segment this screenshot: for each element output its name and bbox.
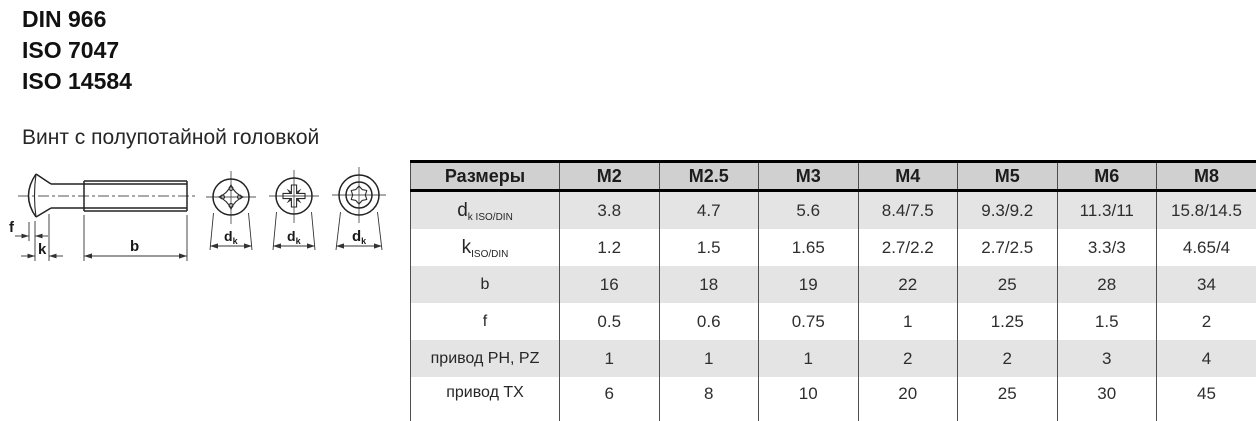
- table-cell: 11.3/11: [1057, 191, 1157, 230]
- table-cell: 1: [659, 340, 759, 377]
- table-cell: 6: [560, 377, 660, 421]
- table-cell: 25: [958, 266, 1058, 303]
- table-cell: 2.7/2.5: [958, 229, 1058, 266]
- row-label: [411, 229, 560, 266]
- phillips-head-view: [206, 171, 256, 250]
- table-cell: 15.8/14.5: [1157, 191, 1256, 230]
- dimensions-table: [410, 160, 1256, 421]
- screw-side-view: [9, 174, 196, 261]
- table-cell: 1: [560, 340, 660, 377]
- pozidriv-head-view: [269, 170, 319, 250]
- row-label-main: b: [480, 275, 490, 293]
- table-cell: 8.4/7.5: [858, 191, 958, 230]
- svg-text:dk: $d_k$: [224, 228, 238, 246]
- row-label-main: k: [461, 236, 472, 258]
- label-f: f: [9, 219, 14, 236]
- table-row: [411, 229, 1256, 266]
- table-cell: 2: [1157, 303, 1256, 340]
- row-label: [411, 266, 560, 303]
- row-label: [411, 377, 560, 421]
- table-row: [411, 340, 1256, 377]
- column-header: M6: [1057, 162, 1157, 191]
- column-header: M2: [560, 162, 660, 191]
- table-cell: 3: [1057, 340, 1157, 377]
- table-row: [411, 303, 1256, 340]
- table-cell: 22: [858, 266, 958, 303]
- table-cell: 1: [858, 303, 958, 340]
- svg-text:dk: $d_k$: [352, 228, 367, 246]
- row-label-main: привод TX: [446, 384, 524, 401]
- table-row: [411, 377, 1256, 421]
- table-cell: 5.6: [759, 191, 859, 230]
- table-cell: 2.7/2.2: [858, 229, 958, 266]
- dimension-f: [9, 219, 48, 238]
- standards-block: [22, 4, 132, 97]
- row-label-main: привод PH, PZ: [430, 349, 540, 367]
- table-cell: 1.25: [958, 303, 1058, 340]
- technical-drawing: [0, 158, 410, 298]
- standard-din: DIN 966: [22, 6, 107, 32]
- row-label-subscript: k ISO/DIN: [467, 211, 513, 223]
- table-cell: 10: [759, 377, 859, 421]
- table-cell: 16: [560, 266, 660, 303]
- row-label-main: f: [482, 312, 488, 330]
- table-cell: 25: [958, 377, 1058, 421]
- column-header: M2.5: [659, 162, 759, 191]
- dimension-b: [84, 238, 187, 259]
- label-b: b: [130, 238, 140, 255]
- table-cell: 19: [759, 266, 859, 303]
- svg-text:dk: $d_k$: [287, 228, 301, 246]
- column-header-sizes: Размеры: [411, 162, 560, 191]
- label-dk: d: [352, 228, 362, 245]
- table-cell: 34: [1157, 266, 1256, 303]
- table-cell: 3.3/3: [1057, 229, 1157, 266]
- label-dk: d: [287, 228, 296, 244]
- table-cell: 9.3/9.2: [958, 191, 1058, 230]
- table-cell: 4.65/4: [1157, 229, 1256, 266]
- table-cell: 1.5: [659, 229, 759, 266]
- table-cell: 1.2: [560, 229, 660, 266]
- column-header: M3: [759, 162, 859, 191]
- table-cell: 3.8: [560, 191, 660, 230]
- table-cell: 4.7: [659, 191, 759, 230]
- torx-head-view: [332, 167, 386, 250]
- table-cell: 1.65: [759, 229, 859, 266]
- table-row: [411, 266, 1256, 303]
- table-body: [411, 191, 1256, 421]
- table-cell: 2: [958, 340, 1058, 377]
- column-header: M8: [1157, 162, 1256, 191]
- table-cell: 1.5: [1057, 303, 1157, 340]
- table-cell: 20: [858, 377, 958, 421]
- column-header: M4: [858, 162, 958, 191]
- table-cell: 0.5: [560, 303, 660, 340]
- product-title: Винт с полупотайной головкой: [22, 126, 320, 149]
- dimension-k: [21, 241, 63, 258]
- row-label: [411, 340, 560, 377]
- row-label-subscript: ISO/DIN: [471, 248, 509, 260]
- head-dome-chord: [35, 174, 37, 217]
- table-header: [411, 162, 1256, 191]
- table-cell: 2: [858, 340, 958, 377]
- row-label: [411, 191, 560, 230]
- column-header: M5: [958, 162, 1058, 191]
- label-k: k: [38, 241, 47, 258]
- table-cell: 0.75: [759, 303, 859, 340]
- table-cell: 28: [1057, 266, 1157, 303]
- standard-iso-14584: ISO 14584: [22, 68, 132, 94]
- table-cell: 4: [1157, 340, 1256, 377]
- standard-iso-7047: ISO 7047: [22, 37, 120, 63]
- row-label-main: d: [457, 199, 468, 221]
- table-cell: 0.6: [659, 303, 759, 340]
- label-dk: d: [224, 228, 233, 244]
- table-cell: 8: [659, 377, 759, 421]
- table-cell: 45: [1157, 377, 1256, 421]
- table-cell: 18: [659, 266, 759, 303]
- header-row: [411, 162, 1256, 191]
- table-row: [411, 191, 1256, 230]
- row-label: [411, 303, 560, 340]
- table-cell: 1: [759, 340, 859, 377]
- table-cell: 30: [1057, 377, 1157, 421]
